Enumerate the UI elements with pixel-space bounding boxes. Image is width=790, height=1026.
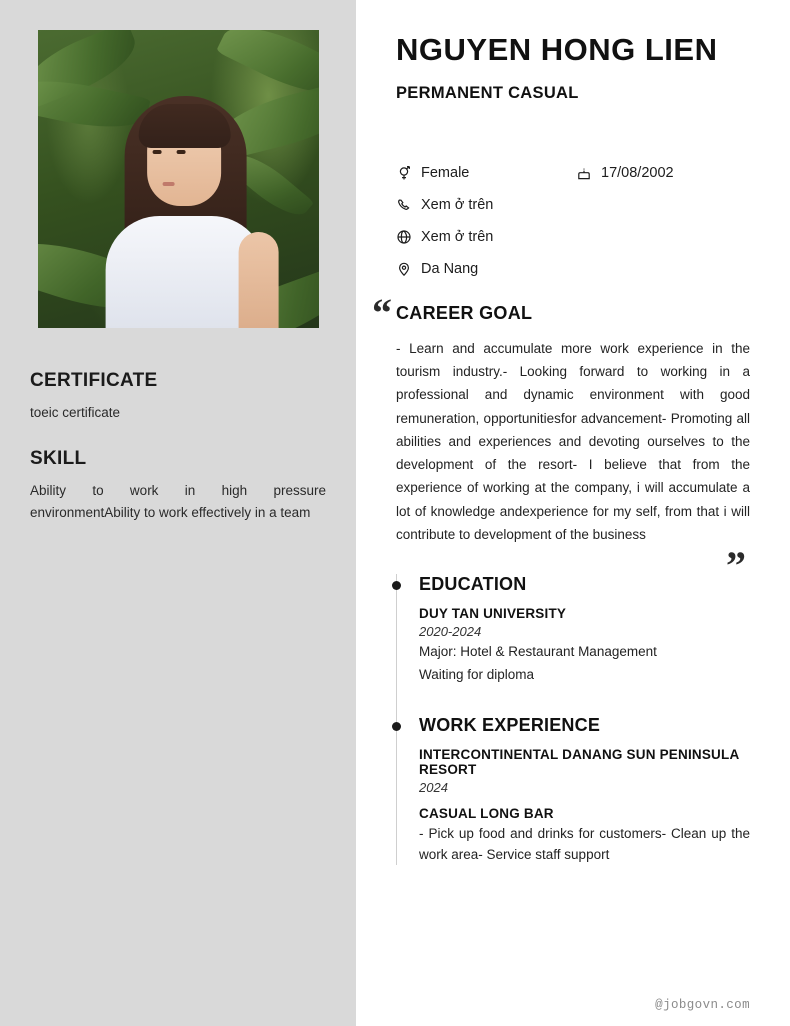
certificate-section [30,370,326,424]
job-title: PERMANENT CASUAL [396,84,579,102]
info-website-value: Xem ở trên [421,229,494,245]
education-years: 2020-2024 [419,623,482,639]
education-section [419,574,750,686]
cake-icon [576,165,592,181]
info-gender [396,165,576,181]
sidebar [0,0,356,1026]
phone-icon [396,197,412,213]
education-org: DUY TAN UNIVERSITY [419,605,567,621]
work-role: CASUAL LONG BAR [419,806,554,822]
fringe [139,104,231,148]
info-website [396,229,576,245]
work-years: 2024 [419,780,448,796]
info-birthday [576,165,750,181]
info-location [396,261,576,277]
arm [239,232,279,328]
map-pin-icon [396,261,412,277]
education-major: Major: Hotel & Restaurant Management [419,643,657,659]
globe-icon [396,229,412,245]
mouth [163,182,175,186]
list-item [419,606,750,686]
contact-info [396,165,750,277]
work-experience-title: WORK EXPERIENCE [419,715,601,736]
quote-close-icon: ” [726,542,746,588]
list-item [419,747,750,865]
info-phone-value: Xem ở trên [421,197,494,213]
eye [177,150,186,154]
education-title: EDUCATION [419,573,527,594]
page-title: NGUYEN HONG LIEN [396,32,718,67]
portrait-figure [91,78,281,328]
watermark: @jobgovn.com [655,998,750,1012]
career-goal-title: CAREER GOAL [396,303,533,323]
gender-icon [396,165,412,181]
education-status: Waiting for diploma [419,667,535,683]
info-birthday-value: 17/08/2002 [601,165,674,181]
divider [419,685,750,715]
skill-body: Ability to work in high pressure environmentAbility to work effectively in a team [30,482,326,520]
work-experience-section [419,715,750,865]
timeline-dot-icon [392,722,401,731]
info-phone [396,197,576,213]
timeline [396,574,750,865]
avatar [38,30,319,328]
quote-open-icon: “ [372,290,392,335]
work-org: INTERCONTINENTAL DANANG SUN PENINSULA RESORT [419,747,739,778]
eye [153,150,162,154]
info-location-value: Da Nang [421,261,479,277]
main-content [356,0,790,1026]
skill-section [30,448,326,524]
info-gender-value: Female [421,165,470,181]
skill-title: SKILL [30,447,87,469]
timeline-dot-icon [392,581,401,590]
certificate-title: CERTIFICATE [30,370,158,391]
work-detail: - Pick up food and drinks for customers- Clean up the work area- Service staff support [419,826,750,862]
certificate-body: toeic certificate [30,405,121,420]
career-goal-body: - Learn and accumulate more work experience in the tourism industry.- Looking forward to working in a professional and dynamic environment with good remuneration, opportunitiesfor advancement- Promoting all abilities and experiences and devoting ourselves to the development of the resort- I believe that from the experience of working at the company, i will accumulate a lot of knowledge andexperience for my self, from that i will contribute to development of the business [396,341,750,542]
